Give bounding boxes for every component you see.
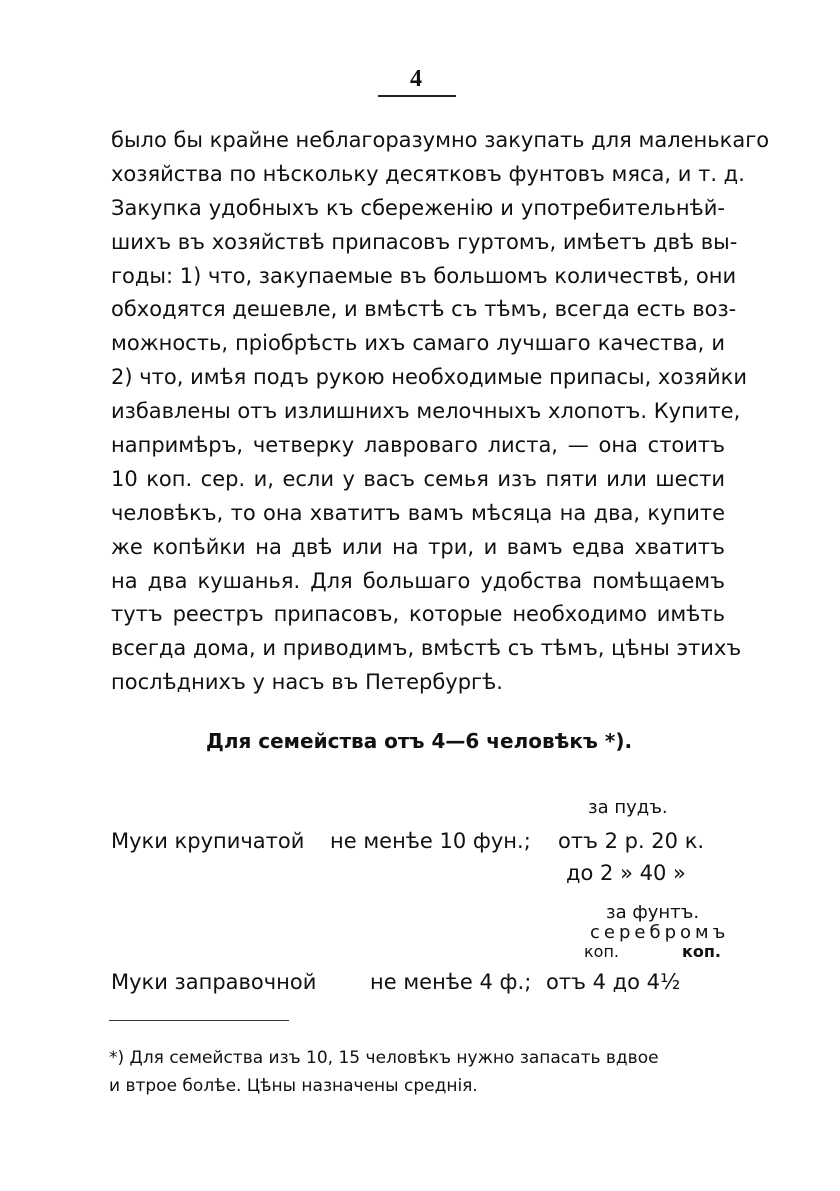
body-line: шихъ въ хозяйствѣ припасовъ гуртомъ, имѣетъ двѣ вы- bbox=[111, 229, 738, 254]
price-row-item: Муки крупичатой bbox=[111, 829, 305, 853]
body-line: послѣднихъ у насъ въ Петербургѣ. bbox=[111, 670, 503, 695]
footnote-line: и втрое болѣе. Цѣны назначены среднія. bbox=[109, 1076, 478, 1096]
silver-label: серебромъ bbox=[590, 922, 730, 943]
price-row-item: Муки заправочной bbox=[111, 970, 317, 994]
per-pound-label: за фунтъ. bbox=[606, 902, 700, 923]
footnote bbox=[109, 1044, 729, 1100]
per-pood-label: за пудъ. bbox=[588, 797, 668, 818]
price-row-range: отъ 4 до 4½ bbox=[546, 970, 681, 994]
body-line: 2) что, имѣя подъ рукою необходимые припасы, хозяйки bbox=[111, 365, 747, 390]
body-line: же копѣйки на двѣ или на три, и вамъ едва хватитъ bbox=[111, 534, 725, 559]
body-line: было бы крайне неблагоразумно закупать для маленькаго bbox=[111, 128, 770, 152]
body-line: напримѣръ, четверку лавроваго листа, — она стоитъ bbox=[111, 433, 725, 458]
body-line: избавлены отъ излишнихъ мелочныхъ хлопотъ. Купите, bbox=[111, 399, 741, 424]
kopeck-label: коп. bbox=[682, 942, 721, 961]
price-row-to: до 2 » 40 » bbox=[566, 861, 686, 885]
body-line: обходятся дешевле, и вмѣстѣ съ тѣмъ, всегда есть воз- bbox=[111, 297, 737, 322]
kopeck-label: коп. bbox=[584, 942, 619, 961]
body-paragraph bbox=[111, 124, 770, 700]
body-line: хозяйства по нѣскольку десятковъ фунтовъ мяса, и т. д. bbox=[111, 161, 745, 186]
body-line: на два кушанья. Для большаго удобства помѣщаемъ bbox=[111, 568, 725, 593]
body-line: тутъ реестръ припасовъ, которые необходимо имѣть bbox=[111, 602, 725, 627]
body-line: годы: 1) что, закупаемые въ большомъ количествѣ, они bbox=[111, 263, 737, 288]
footnote-separator bbox=[109, 1020, 289, 1021]
body-line: человѣкъ, то она хватитъ вамъ мѣсяца на два, купите bbox=[111, 500, 725, 525]
page-number: 4 bbox=[410, 66, 422, 92]
price-row-quantity: не менѣе 4 ф.; bbox=[370, 970, 532, 994]
body-line: всегда дома, и приводимъ, вмѣстѣ съ тѣмъ, цѣны этихъ bbox=[111, 636, 742, 661]
body-line: 10 коп. сер. и, если у васъ семья изъ пяти или шести bbox=[111, 466, 725, 491]
body-line: можность, пріобрѣсть ихъ самаго лучшаго качества, и bbox=[111, 331, 725, 356]
price-row-quantity: не менѣе 10 фун.; bbox=[330, 829, 531, 853]
footnote-line: *) Для семейства изъ 10, 15 человѣкъ нужно запасать вдвое bbox=[109, 1048, 659, 1068]
body-line: Закупка удобныхъ къ сбереженію и употребительнѣй- bbox=[111, 195, 725, 220]
page-number-rule bbox=[378, 95, 456, 97]
price-row-from: отъ 2 р. 20 к. bbox=[558, 829, 705, 853]
section-heading: Для семейства отъ 4—6 человѣкъ *). bbox=[206, 729, 633, 753]
